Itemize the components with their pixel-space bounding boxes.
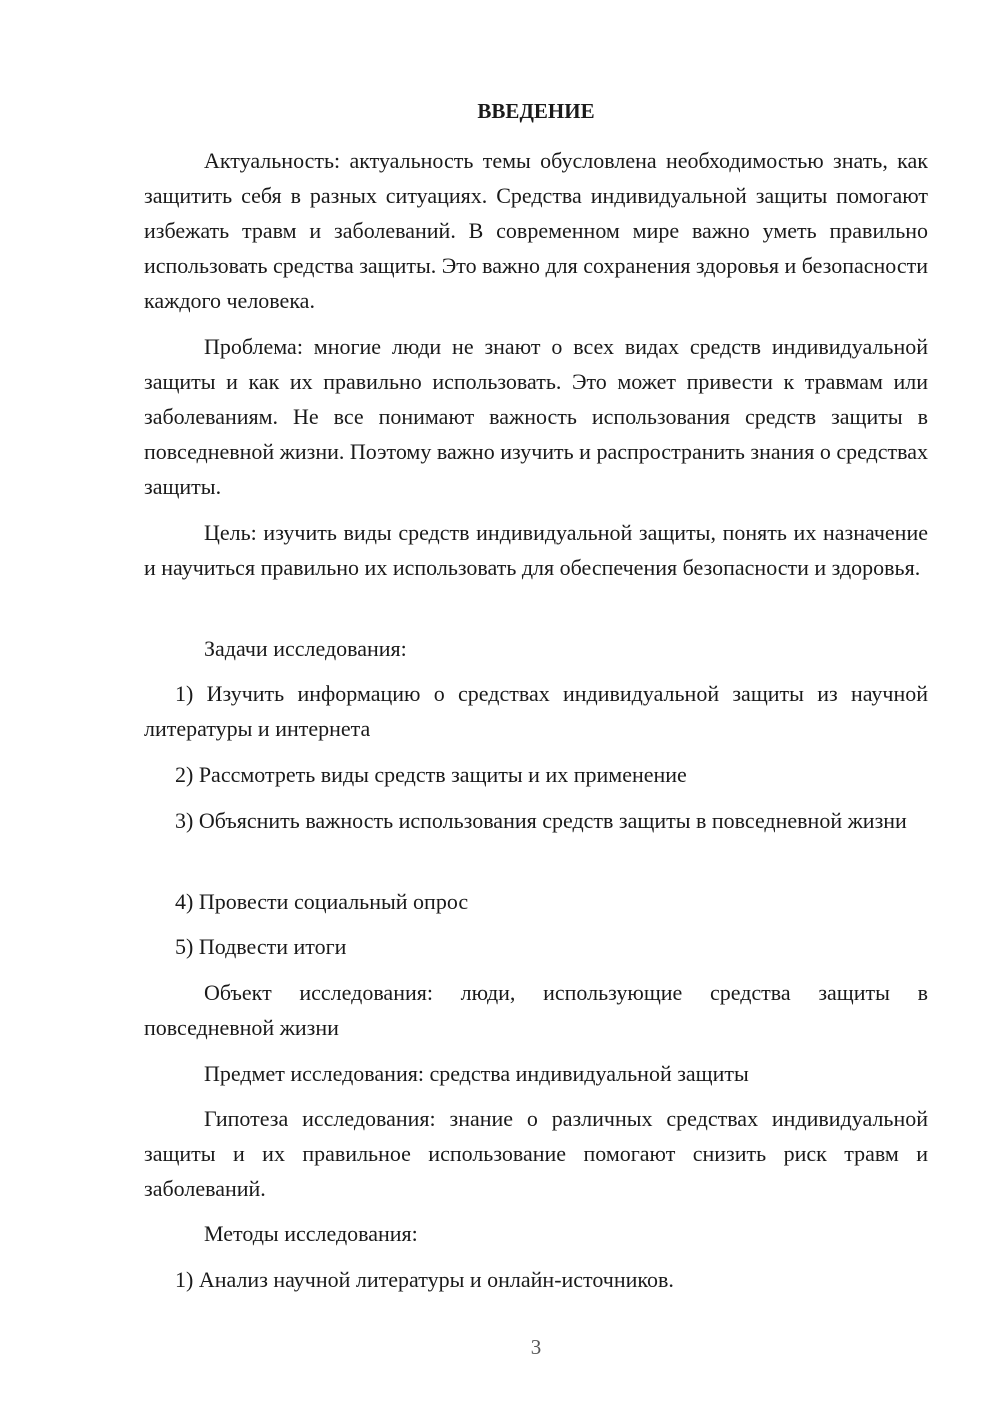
task-item-3: 3) Объяснить важность использования средств защиты в повседневной жизни <box>175 808 907 833</box>
page-number: 3 <box>530 1335 542 1359</box>
task-item-2: 2) Рассмотреть виды средств защиты и их применение <box>175 762 687 787</box>
goal-paragraph: Цель: изучить виды средств индивидуальной защиты, понять их назначение и научиться правильно их использовать для обеспечения безопасности и здоровья. <box>144 520 928 580</box>
document-page <box>144 0 928 1414</box>
method-item-1: 1) Анализ научной литературы и онлайн-источников. <box>175 1267 674 1292</box>
task-item-1: 1) Изучить информацию о средствах индивидуальной защиты из научной литературы и интернета <box>144 681 928 741</box>
object-paragraph: Объект исследования: люди, использующие средства защиты в повседневной жизни <box>144 980 928 1040</box>
hypothesis-paragraph: Гипотеза исследования: знание о различных средствах индивидуальной защиты и их правильное использование помогают снизить риск травм и заболеваний. <box>144 1106 928 1201</box>
actuality-paragraph: Актуальность: актуальность темы обусловлена необходимостью знать, как защитить себя в разных ситуациях. Средства индивидуальной защиты помогают избежать травм и заболеваний. В современном мире важно уметь правильно использовать средства защиты. Это важно для сохранения здоровья и безопасности каждого человека. <box>144 148 929 313</box>
tasks-label: Задачи исследования: <box>204 636 407 661</box>
problem-paragraph: Проблема: многие люди не знают о всех видах средств индивидуальной защиты и как их правильно использовать. Это может привести к травмам или заболеваниям. Не все понимают важность использования средств защиты в повседневной жизни. Поэтому важно изучить и распространить знания о средствах защиты. <box>144 334 928 499</box>
subject-paragraph: Предмет исследования: средства индивидуальной защиты <box>204 1061 749 1086</box>
page-title: ВВЕДЕНИЕ <box>477 99 595 123</box>
task-item-4: 4) Провести социальный опрос <box>175 889 469 914</box>
methods-label: Методы исследования: <box>204 1221 418 1246</box>
task-item-5: 5) Подвести итоги <box>175 934 347 959</box>
